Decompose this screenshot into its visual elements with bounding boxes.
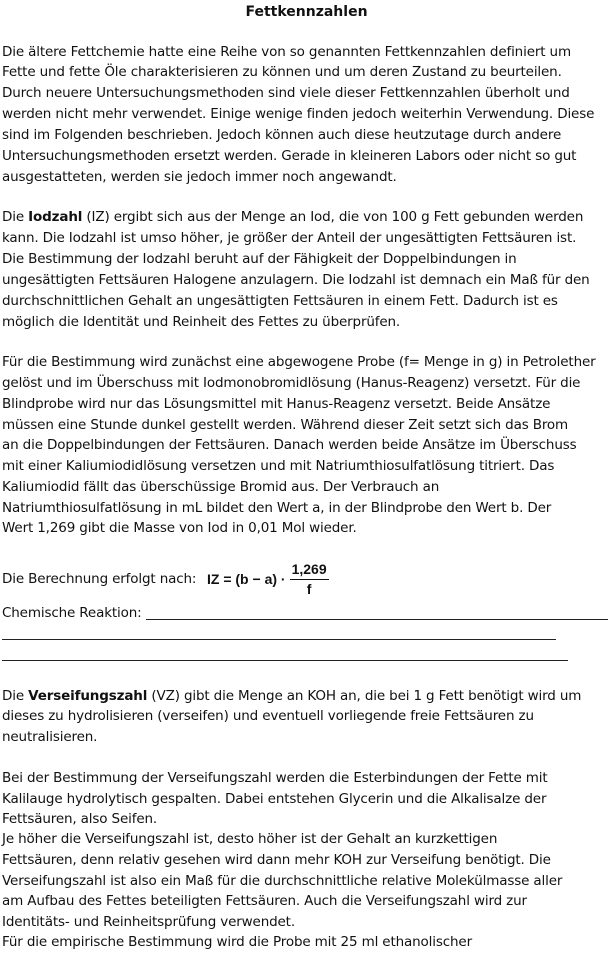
bestimmung-line: müssen eine Stunde dunkel gestellt werden. Während dieser Zeit setzt sich das Brom: [2, 417, 569, 433]
bestimmung-line: mit einer Kaliumiodidlösung versetzen und mit Natriumthiosulfatlösung titriert. Das: [2, 458, 555, 474]
formula-numerator: 1,269: [290, 560, 329, 580]
iodzahl-prefix: Die: [2, 209, 29, 225]
verseifung-bestimmung-line: Fettsäuren, denn relativ gesehen wird dann mehr KOH zur Verseifung benötigt. Die: [2, 852, 551, 868]
verseifung-line: dieses zu hydrolisieren (verseifen) und eventuell vorliegende freie Fettsäuren zu: [2, 708, 534, 724]
verseifung-bestimmung-line: am Aufbau des Fettes beteiligten Fettsäuren. Auch die Verseifungszahl wird zur: [2, 893, 527, 909]
bestimmung-line: gelöst und im Überschuss mit Iodmonobromidlösung (Hanus-Reagenz) versetzt. Für die: [2, 375, 581, 391]
verseifung-term: Verseifungszahl: [28, 688, 148, 704]
intro-line: werden nicht mehr verwendet. Einige wenige finden jedoch weiterhin Verwendung. Diese: [2, 106, 595, 122]
iodzahl-first-line: [2, 207, 583, 227]
verseifung-bestimmung-line: Fettsäuren, also Seifen.: [2, 811, 158, 827]
verseifung-first-line-rest: (VZ) gibt die Menge an KOH an, die bei 1 g Fett benötigt wird um: [147, 688, 582, 704]
verseifung-line: neutralisieren.: [2, 729, 98, 745]
bestimmung-line: Für die Bestimmung wird zunächst eine abgewogene Probe (f= Menge in g) in Petrolether: [2, 354, 596, 370]
verseifung-bestimmung-line: Verseifungszahl ist also ein Maß für die durchschnittliche relative Molekülmasse aller: [2, 873, 563, 889]
iodzahl-formula: [207, 560, 329, 598]
iodzahl-line: ungesättigten Fettsäuren Halogene anzulagern. Die Iodzahl ist demnach ein Maß für den: [2, 272, 590, 288]
verseifung-bestimmung-line: Für die empirische Bestimmung wird die Probe mit 25 ml ethanolischer: [2, 934, 472, 950]
iodzahl-term: Iodzahl: [28, 209, 83, 225]
iodzahl-line: durchschnittlichen Gehalt an ungesättigten Fettsäuren in einem Fett. Dadurch ist es: [2, 293, 558, 309]
verseifung-prefix: Die: [2, 688, 29, 704]
verseifung-bestimmung-line: Identitäts- und Reinheitsprüfung verwendet.: [2, 914, 295, 930]
iodzahl-line: kann. Die Iodzahl ist umso höher, je größer der Anteil der ungesättigten Fettsäuren ist.: [2, 230, 577, 246]
intro-line: Untersuchungsmethoden ersetzt werden. Gerade in kleineren Labors oder nicht so gut: [2, 148, 577, 164]
formula-fraction: [290, 560, 329, 598]
iodzahl-first-line-rest: (IZ) ergibt sich aus der Menge an Iod, die von 100 g Fett gebunden werden: [82, 209, 584, 225]
verseifung-bestimmung-line: Je höher die Verseifungszahl ist, desto höher ist der Gehalt an kurzkettigen: [2, 831, 498, 847]
verseifung-bestimmung-line: Bei der Bestimmung der Verseifungszahl werden die Esterbindungen der Fette mit: [2, 770, 548, 786]
intro-line: Durch neuere Untersuchungsmethoden sind viele dieser Fettkennzahlen überholt und: [2, 85, 570, 101]
blank-answer-line: [2, 639, 556, 640]
verseifung-first-line: [2, 686, 581, 706]
blank-answer-line: [146, 619, 608, 620]
formula-denominator: f: [306, 581, 312, 597]
berechnung-label: Die Berechnung erfolgt nach:: [2, 571, 197, 587]
bestimmung-line: Natriumthiosulfatlösung in mL bildet den Wert a, in der Blindprobe den Wert b. Der: [2, 500, 552, 516]
iodzahl-line: möglich die Identität und Reinheit des Fettes zu überprüfen.: [2, 314, 401, 330]
blank-answer-line: [2, 660, 568, 661]
verseifung-bestimmung-line: Kalilauge hydrolytisch gespalten. Dabei entstehen Glycerin und die Alkalisalze der: [2, 791, 547, 807]
reaktion-label: Chemische Reaktion:: [2, 605, 142, 621]
intro-line: ausgestatteten, werden sie jedoch immer noch angewandt.: [2, 169, 397, 185]
intro-line: Die ältere Fettchemie hatte eine Reihe von so genannten Fettkennzahlen definiert um: [2, 44, 571, 60]
intro-line: Fette und fette Öle charakterisieren zu können und um deren Zustand zu beurteilen.: [2, 64, 562, 80]
iodzahl-line: Die Bestimmung der Iodzahl beruht auf der Fähigkeit der Doppelbindungen in: [2, 251, 517, 267]
formula-lhs: IZ = (b − a) ·: [207, 571, 286, 587]
bestimmung-line: Kaliumiodid fällt das überschüssige Bromid aus. Der Verbrauch an: [2, 479, 440, 495]
page-title: Fettkennzahlen: [245, 4, 368, 20]
intro-line: sind im Folgenden beschrieben. Jedoch können auch diese heutzutage durch andere: [2, 127, 562, 143]
bestimmung-line: Blindprobe wird nur das Lösungsmittel mit Hanus-Reagenz versetzt. Beide Ansätze: [2, 396, 551, 412]
bestimmung-line: an die Doppelbindungen der Fettsäuren. Danach werden beide Ansätze im Überschuss: [2, 437, 577, 453]
bestimmung-line: Wert 1,269 gibt die Masse von Iod in 0,01 Mol wieder.: [2, 520, 357, 536]
